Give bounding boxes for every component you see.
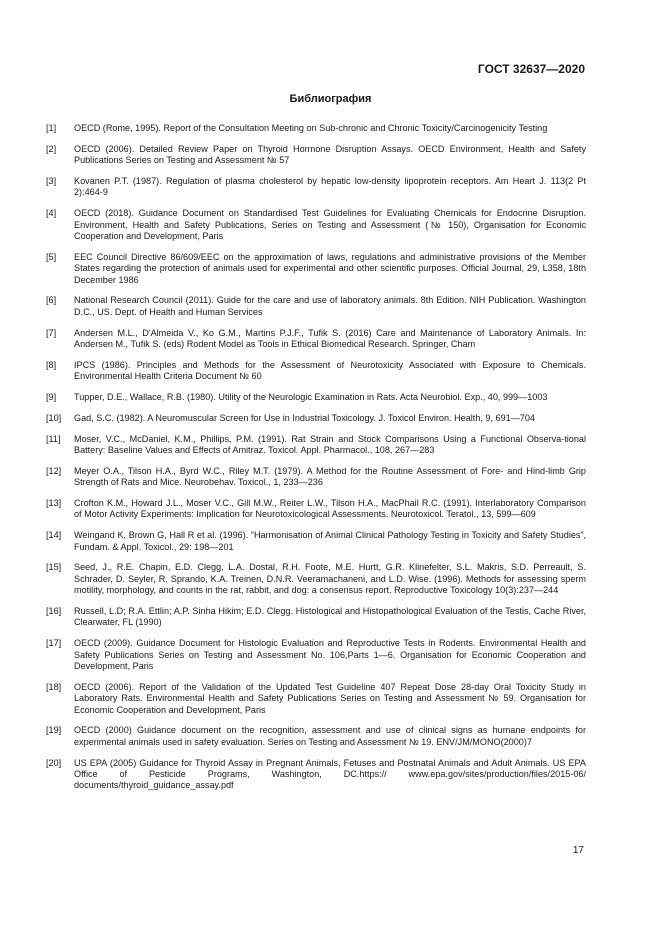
entry-number: [20] — [46, 757, 62, 768]
bibliography-entry — [46, 252, 586, 286]
entry-number: [7] — [46, 327, 57, 338]
entry-text: OECD (2000) Guidance document on the recognition, assessment and use of clinical signs as humane endpoints for experimental animals used in safety evaluation. Series on Testing and Assessment № 19. ENV/JM/MONO(2000)7 — [74, 725, 586, 747]
entry-text: US EPA (2005) Guidance for Thyroid Assay in Pregnant Animals, Fetuses and Postnatal Animals and Adult Animals. US EPA Office of Pesticide Programs, Washington, DC.https:// www.epa.gov/sites/production/files/2015-06/ documents/thyroid_guidance_assay.pdf — [74, 757, 586, 791]
entry-text: Andersen M.L., D'Almeida V., Ko G.M., Martins P.J.F., Tufik S. (2016) Care and Maintenance of Laboratory Animals. In: Andersen M., Tufik S. (eds) Rodent Model as Tools in Ethical Biomedical Research. Springer, Cham — [74, 327, 586, 350]
entry-number: [4] — [46, 208, 57, 219]
entry-text: IPCS (1986). Principles and Methods for the Assessment of Neurotoxicity Associated with Exposure to Chemicals. Environmental Health Criteria Document № 60 — [74, 359, 586, 382]
entry-number: [19] — [46, 725, 62, 736]
entry-number: [12] — [46, 465, 62, 476]
bibliography-entry — [46, 295, 586, 318]
entry-text: OECD (2006). Detailed Review Paper on Thyroid Hormone Disruption Assays. OECD Environment, Health and Safety Publications Series on Testing and Assessment № 57 — [74, 143, 586, 166]
entry-number: [14] — [46, 530, 62, 541]
entry-number: [8] — [46, 359, 57, 370]
bibliography-entry — [46, 208, 586, 242]
entry-text: Weingand K, Brown G, Hall R et al. (1996). “Harmonisation of Animal Clinical Pathology Testing in Toxicity and Safety Studies”, Fundam. & Appl. Toxicol., 29: 198—201 — [74, 530, 586, 552]
entry-text: Meyer O.A., Tilson H.A., Byrd W.C., Riley M.T. (1979). A Method for the Routine Assessment of Fore- and Hind-limb Grip Strength of Rats and Mice. Neurobehav. Toxicol., 1, 233—236 — [74, 465, 586, 488]
bibliography-entry — [46, 413, 586, 424]
entry-text: Russell, L.D; R.A. Ettlin; A.P. Sinha Hikim; E.D. Clegg. Histological and Histopathological Evaluation of the Testis, Cache River, Clearwater, FL (1990) — [74, 606, 586, 628]
entry-text: OECD (2006). Report of the Validation of the Updated Test Guideline 407 Repeat Dose 28-day Oral Toxicity Study in Laboratory Rats. Environmental Health and Safety Publications Series on Testing and Assessment № 59. Organisation for Economic Cooperation and Development, Paris — [74, 681, 586, 715]
entry-number: [18] — [46, 681, 62, 692]
bibliography-entry — [46, 328, 586, 351]
entry-number: [13] — [46, 498, 62, 509]
entry-number: [6] — [46, 295, 57, 306]
entry-text: OECD (2018). Guidance Document on Standardised Test Guidelines for Evaluating Chemicals for Endocrine Disruption. Environment, Health and Safety Publications, Series on Testing and Assessment (№ 150), Organisation for Economic Cooperation and Development, Paris — [74, 208, 586, 242]
entry-number: [11] — [46, 433, 61, 444]
entry-text: Crofton K.M., Howard J.L., Moser V.C., Gill M.W., Reiter L.W., Tilson H.A., MacPhail R.C. (1991). Interlaboratory Comparison of Motor Activity Experiments: Implication for Neurotoxicological Assessments. Neurotoxicol. Teratol., 13, 599—609 — [74, 498, 586, 520]
bibliography-entry — [46, 466, 586, 489]
entry-text: Moser, V.C., McDaniel, K.M., Phillips, P.M. (1991). Rat Strain and Stock Comparisons Using a Functional Observa-tional Battery: Baseline Values and Effects of Amitraz. Toxicol. Appl. Pharmacol., 108, 267—283 — [74, 433, 586, 456]
entry-text: EEC Council Directive 86/609/EEC on the approximation of laws, regulations and administrative provisions of the Member States regarding the protection of animals used for experimental and other scientific purposes. Official Journal, 29, L358, 18th December 1986 — [74, 251, 586, 285]
bibliography-entry — [46, 144, 586, 167]
bibliography-entry — [46, 434, 586, 457]
entry-text: Kovanen P.T. (1987). Regulation of plasma cholesterol by hepatic low-density lipoprotein receptors. Am Heart J. 113(2 Pt 2):464-9 — [74, 176, 586, 198]
bibliography-entry — [46, 176, 586, 199]
bibliography-entry — [46, 682, 586, 716]
entry-text: National Research Council (2011). Guide for the care and use of laboratory animals. 8th Edition. NIH Publication. Washington D.C., US. Dept. of Health and Human Services — [74, 295, 586, 317]
bibliography-entry — [46, 360, 586, 383]
entry-text: OECD (2009). Guidance Document for Histologic Evaluation and Reproductive Tests in Rodents. Environmental Health and Safety Publications Series on Testing and Assessment No. 106,Parts 1—6. Organisation for Economic Cooperation and Development, Paris — [74, 638, 586, 672]
bibliography-entry — [46, 123, 586, 134]
bibliography-entry — [46, 562, 586, 596]
bibliography-entry — [46, 638, 586, 672]
bibliography-entry — [46, 758, 586, 792]
entry-text: Seed, J., R.E. Chapin, E.D. Clegg, L.A. Dostal, R.H. Foote, M.E. Hurtt, G.R. Klinefelter, S.L. Makris, S.D. Perreault, S. Schrader, D. Seyler, R. Sprando, K.A. Treinen, D.N.R. Veeramachaneni, and L.D. Wise. (1996). Methods for assessing sperm motility, morphology, and counts in the rat, rabbit, and dog: a consensus report. Reproductive Toxicology 10(3):237—244 — [74, 562, 586, 596]
page-title: Библиография — [289, 93, 372, 105]
entry-number: [2] — [46, 143, 57, 154]
entry-text: OECD (Rome, 1995). Report of the Consultation Meeting on Sub-chronic and Chronic Toxicity/Carcinogenicity Testing — [74, 123, 548, 133]
bibliography-entry — [46, 606, 586, 629]
entry-number: [15] — [46, 562, 62, 573]
bibliography-list — [46, 123, 586, 801]
entry-text: Gad, S.C. (1982). A Neuromuscular Screen for Use in Industrial Toxicology. J. Toxicol Environ. Health, 9, 691—704 — [74, 412, 535, 423]
entry-number: [5] — [46, 251, 57, 262]
entry-number: [10] — [46, 412, 62, 423]
entry-text: Tupper, D.E., Wallace, R.B. (1980). Utility of the Neurologic Examination in Rats. Acta Neurobiol. Exp., 40, 999—1003 — [74, 392, 548, 403]
page-number: 17 — [572, 845, 584, 856]
bibliography-entry — [46, 392, 586, 403]
standard-number: ГОСТ 32637—2020 — [477, 62, 585, 76]
bibliography-entry — [46, 498, 586, 521]
entry-number: [16] — [46, 606, 62, 617]
entry-number: [3] — [46, 176, 57, 186]
entry-number: [17] — [46, 638, 62, 649]
entry-number: [9] — [46, 392, 57, 403]
bibliography-entry — [46, 725, 586, 748]
bibliography-entry — [46, 530, 586, 553]
entry-number: [1] — [46, 123, 57, 133]
